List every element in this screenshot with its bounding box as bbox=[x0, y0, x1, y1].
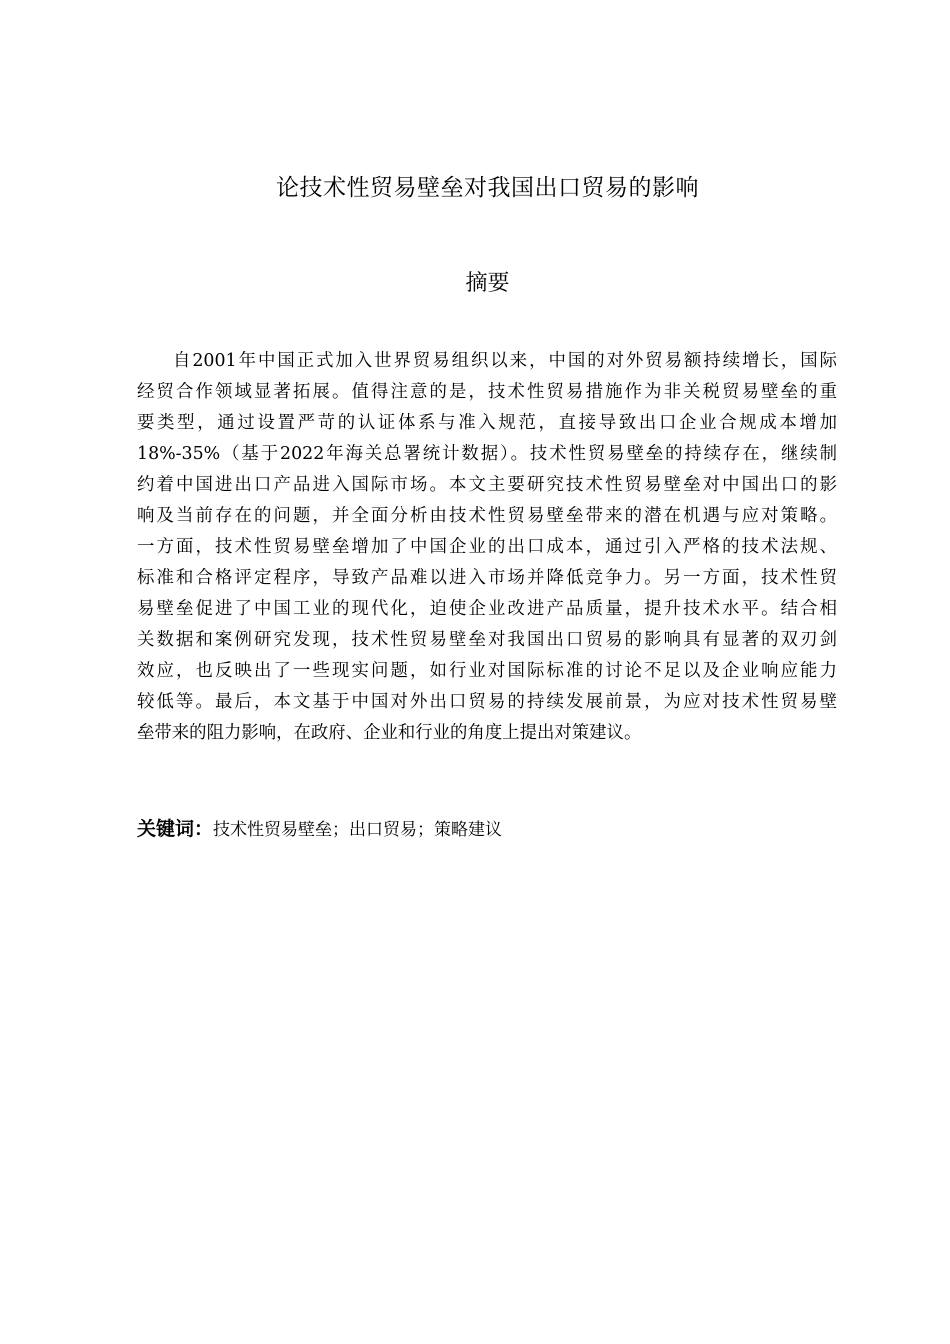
abstract-line: 效应，也反映出了一些现实问题，如行业对国际标准的讨论不足以及企业响应能力 bbox=[137, 661, 837, 681]
abstract-line: 经贸合作领域显著拓展。值得注意的是，技术性贸易措施作为非关税贸易壁垒的重 bbox=[137, 382, 837, 402]
abstract-paragraph bbox=[137, 346, 837, 749]
abstract-line: 易壁垒促进了中国工业的现代化，迫使企业改进产品质量，提升技术水平。结合相 bbox=[137, 599, 837, 619]
abstract-line: 要类型，通过设置严苛的认证体系与准入规范，直接导致出口企业合规成本增加 bbox=[137, 413, 837, 433]
abstract-line: 18%-35%（基于2022年海关总署统计数据）。技术性贸易壁垒的持续存在，继续制 bbox=[137, 444, 837, 464]
keywords bbox=[137, 814, 837, 846]
abstract-line: 垒带来的阻力影响，在政府、企业和行业的角度上提出对策建议。 bbox=[137, 723, 642, 743]
abstract-line: 自2001年中国正式加入世界贸易组织以来，中国的对外贸易额持续增长，国际 bbox=[173, 351, 837, 371]
abstract-line: 响及当前存在的问题，并全面分析由技术性贸易壁垒带来的潜在机遇与应对策略。 bbox=[137, 506, 837, 526]
keywords-label: 关键词： bbox=[137, 818, 214, 840]
keywords-values: 技术性贸易壁垒；出口贸易；策略建议 bbox=[213, 820, 503, 840]
abstract-line: 一方面，技术性贸易壁垒增加了中国企业的出口成本，通过引入严格的技术法规、 bbox=[137, 537, 837, 557]
page-title: 论技术性贸易壁垒对我国出口贸易的影响 bbox=[276, 175, 699, 201]
abstract-line: 约着中国进出口产品进入国际市场。本文主要研究技术性贸易壁垒对中国出口的影 bbox=[137, 475, 837, 495]
abstract-line: 标准和合格评定程序，导致产品难以进入市场并降低竞争力。另一方面，技术性贸 bbox=[137, 568, 837, 588]
abstract-line: 关数据和案例研究发现，技术性贸易壁垒对我国出口贸易的影响具有显著的双刃剑 bbox=[137, 630, 837, 650]
abstract-line: 较低等。最后，本文基于中国对外出口贸易的持续发展前景，为应对技术性贸易壁 bbox=[137, 692, 837, 712]
abstract-heading: 摘要 bbox=[465, 271, 510, 296]
